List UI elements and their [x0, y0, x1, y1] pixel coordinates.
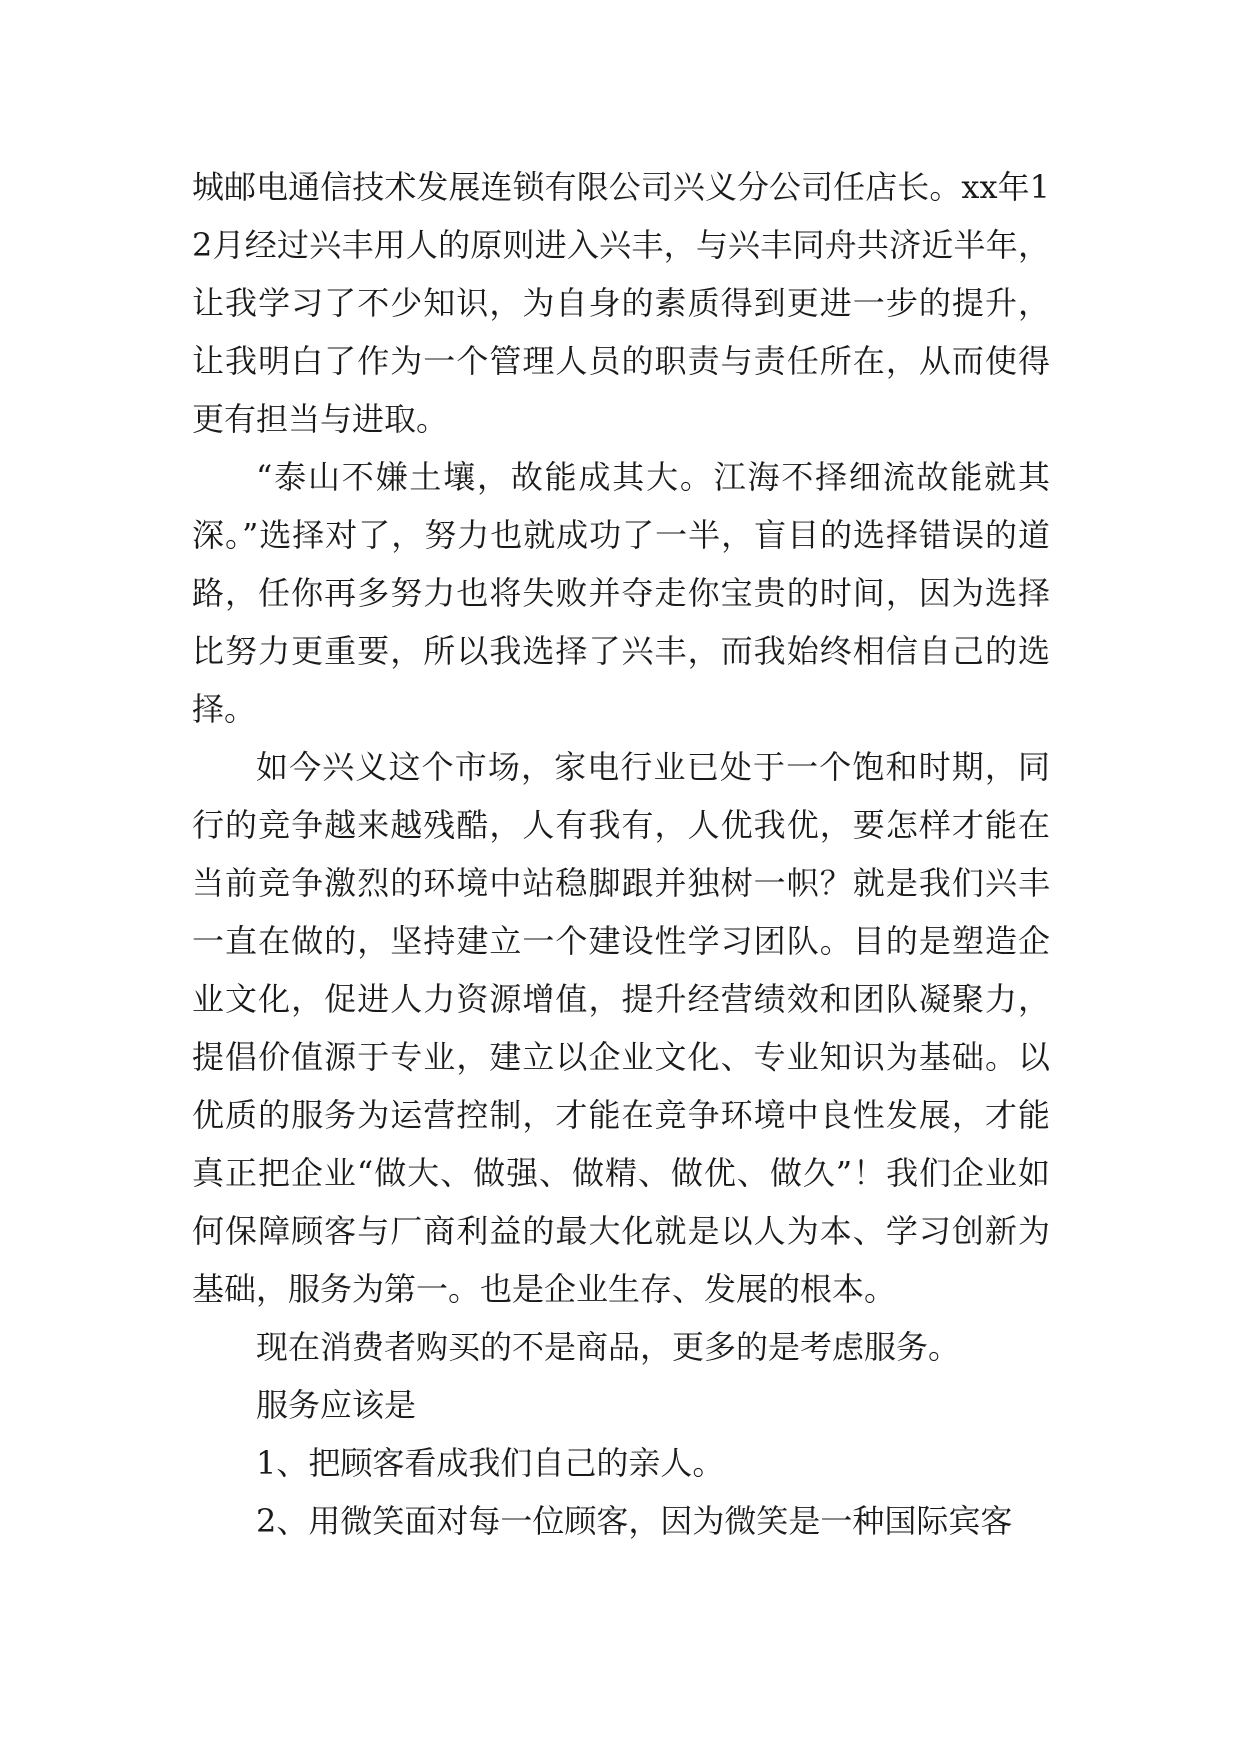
paragraph-market: 如今兴义这个市场，家电行业已处于一个饱和时期，同行的竞争越来越残酷，人有我有，人优我优，要怎样才能在当前竞争激烈的环境中站稳脚跟并独树一帜？就是我们兴丰一直在做的，坚持建立一个建设性学习团队。目的是塑造企业文化，促进人力资源增值，提升经营绩效和团队凝聚力，提倡价值源于专业，建立以企业文化、专业知识为基础。以优质的服务为运营控制，才能在竞争环境中良性发展，才能真正把企业“做大、做强、做精、做优、做久”！我们企业如何保障顾客与厂商利益的最大化就是以人为本、学习创新为基础，服务为第一。也是企业生存、发展的根本。	[192, 748, 1050, 1308]
list-item-1: 1、把顾客看成我们自己的亲人。	[256, 1444, 725, 1482]
list-item-2: 2、用微笑面对每一位顾客，因为微笑是一种国际宾客	[256, 1502, 1013, 1540]
paragraph-service-heading: 服务应该是	[256, 1386, 417, 1424]
paragraph-quote: “泰山不嫌土壤，故能成其大。江海不择细流故能就其深。”选择对了，努力也就成功了一半，盲目的选择错误的道路，任你再多努力也将失败并夺走你宝贵的时间，因为选择比努力更重要，所以我选择了兴丰，而我始终相信自己的选择。	[192, 458, 1050, 728]
document-body	[192, 158, 1050, 1550]
paragraph-consumer: 现在消费者购买的不是商品，更多的是考虑服务。	[256, 1328, 961, 1366]
paragraph-intro: 城邮电通信技术发展连锁有限公司兴义分公司任店长。xx年12月经过兴丰用人的原则进入兴丰，与兴丰同舟共济近半年，让我学习了不少知识，为自身的素质得到更进一步的提升，让我明白了作为一个管理人员的职责与责任所在，从而使得更有担当与进取。	[192, 168, 1050, 438]
